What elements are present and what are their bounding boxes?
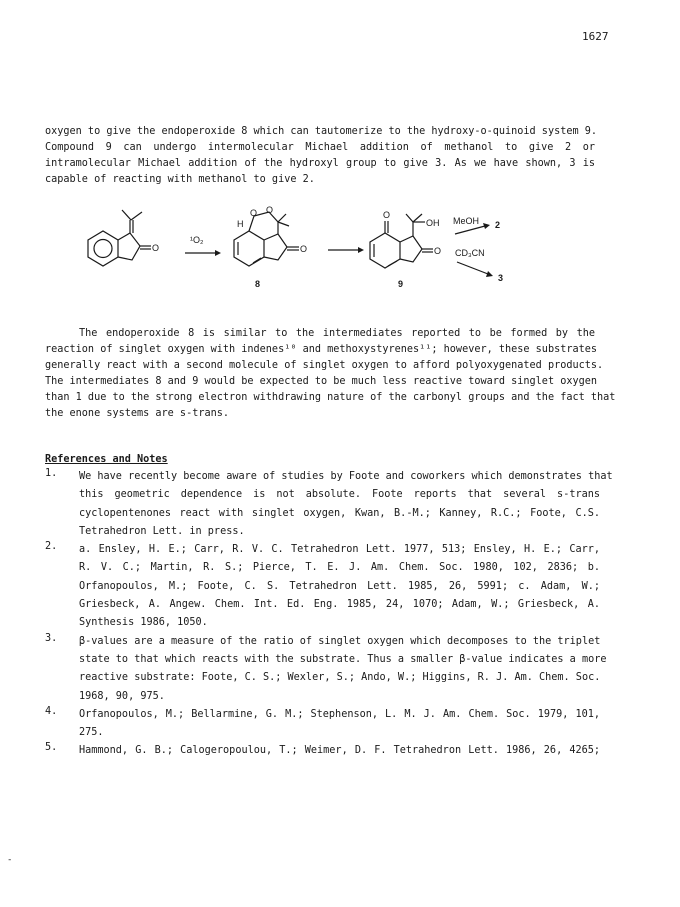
reference-number: 5. bbox=[45, 742, 58, 754]
intro-line: oxygen to give the endoperoxide 8 which can tautomerize to the hydroxy-o-quinoid system 9. bbox=[45, 126, 598, 137]
reference-number: 3. bbox=[45, 632, 58, 644]
reference-line: 1968, 90, 975. bbox=[79, 690, 165, 702]
intro-line: intramolecular Michael addition of the hydroxyl group to give 3. As we have shown, 3 is bbox=[45, 158, 595, 169]
intro-paragraph bbox=[45, 124, 598, 188]
reagent-cd3cn: CD₃CN bbox=[455, 248, 485, 258]
reference-line: β-values are a measure of the ratio of singlet oxygen which decomposes to the triplet bbox=[79, 635, 601, 647]
compound-9-structure bbox=[370, 210, 441, 289]
discussion-line: reaction of singlet oxygen with indenes¹⁰ and methoxystyrenes¹¹; however, these substrates bbox=[45, 344, 598, 355]
group-oh: OH bbox=[426, 218, 440, 228]
intro-line: Compound 9 can undergo intermolecular Michael addition of methanol to give 2 or bbox=[45, 142, 595, 153]
atom-h: H bbox=[237, 219, 244, 229]
margin-mark: - bbox=[7, 855, 13, 865]
atom-o: O bbox=[152, 243, 160, 253]
atom-o: O bbox=[383, 210, 391, 220]
reference-item bbox=[45, 541, 600, 632]
intro-line: capable of reacting with methanol to give 2. bbox=[45, 174, 315, 185]
reaction-scheme bbox=[70, 198, 540, 298]
reagent-meoh: MeOH bbox=[453, 216, 480, 226]
discussion-line: The endoperoxide 8 is similar to the intermediates reported to be formed by the bbox=[79, 328, 595, 339]
product-label-3: 3 bbox=[498, 273, 504, 283]
compound-1-structure bbox=[88, 210, 159, 266]
reference-line: Orfanopoulos, M.; Bellarmine, G. M.; Stephenson, L. M. J. Am. Chem. Soc. 1979, 101, bbox=[79, 708, 600, 720]
reference-item bbox=[45, 632, 607, 706]
discussion-line: the enone systems are s-trans. bbox=[45, 408, 230, 419]
reference-number: 4. bbox=[45, 705, 58, 717]
reference-number: 2. bbox=[45, 541, 58, 553]
discussion-line: The intermediates 8 and 9 would be expected to be much less reactive toward singlet oxygen bbox=[45, 376, 598, 387]
discussion-paragraph bbox=[45, 326, 616, 422]
compound-8-structure bbox=[234, 205, 307, 289]
page-number: 1627 bbox=[582, 30, 609, 43]
reference-item bbox=[45, 468, 613, 541]
product-label-2: 2 bbox=[495, 220, 501, 230]
discussion-line: generally react with a second molecule of singlet oxygen to afford polyoxygenated products. bbox=[45, 360, 604, 371]
reference-line: We have recently become aware of studies by Foote and coworkers which demonstrates that bbox=[79, 471, 613, 482]
reference-line: Griesbeck, A. Angew. Chem. Int. Ed. Eng. 1985, 24, 1070; Adam, W.; Griesbeck, A. bbox=[79, 599, 600, 611]
reference-item bbox=[45, 706, 600, 743]
reference-line: this geometric dependence is not absolute. Foote reports that several s-trans bbox=[79, 489, 600, 501]
reference-item bbox=[45, 742, 600, 760]
reference-line: reactive substrate: Foote, C. S.; Wexler, S.; Ando, W.; Higgins, R. J. Am. Chem. Soc. bbox=[79, 672, 601, 684]
references-heading: References and Notes bbox=[45, 454, 168, 465]
atom-o: O bbox=[434, 246, 442, 256]
reference-line: R. V. C.; Martin, R. S.; Pierce, T. E. J. Am. Chem. Soc. 1980, 102, 2836; b. bbox=[79, 562, 600, 574]
atom-o: O bbox=[250, 208, 258, 218]
reference-line: Synthesis 1986, 1050. bbox=[79, 617, 208, 629]
reagent-singlet-oxygen: ¹O₂ bbox=[190, 235, 204, 245]
references-section bbox=[45, 452, 613, 761]
reference-line: Hammond, G. B.; Calogeropoulou, T.; Weimer, D. F. Tetrahedron Lett. 1986, 26, 4265; bbox=[79, 745, 600, 757]
reference-line: Orfanopoulos, M.; Foote, C. S. Tetrahedron Lett. 1985, 26, 5991; c. Adam, W.; bbox=[79, 580, 600, 592]
reference-line: state to that which reacts with the substrate. Thus a smaller β-value indicates a more bbox=[79, 653, 607, 665]
compound-label-9: 9 bbox=[398, 279, 404, 289]
reference-number: 1. bbox=[45, 468, 58, 479]
atom-o: O bbox=[266, 205, 274, 215]
reference-line: cyclopentenones react with singlet oxygen, Kwan, B.-M.; Kanney, R.C.; Foote, C.S. bbox=[79, 507, 600, 519]
reference-line: a. Ensley, H. E.; Carr, R. V. C. Tetrahedron Lett. 1977, 513; Ensley, H. E.; Carr, bbox=[79, 544, 600, 556]
discussion-line: than 1 due to the strong electron withdrawing nature of the carbonyl groups and the fact that bbox=[45, 392, 616, 403]
compound-label-8: 8 bbox=[255, 279, 261, 289]
atom-o: O bbox=[300, 244, 308, 254]
reference-line: Tetrahedron Lett. in press. bbox=[79, 525, 245, 537]
reference-line: 275. bbox=[79, 727, 104, 739]
